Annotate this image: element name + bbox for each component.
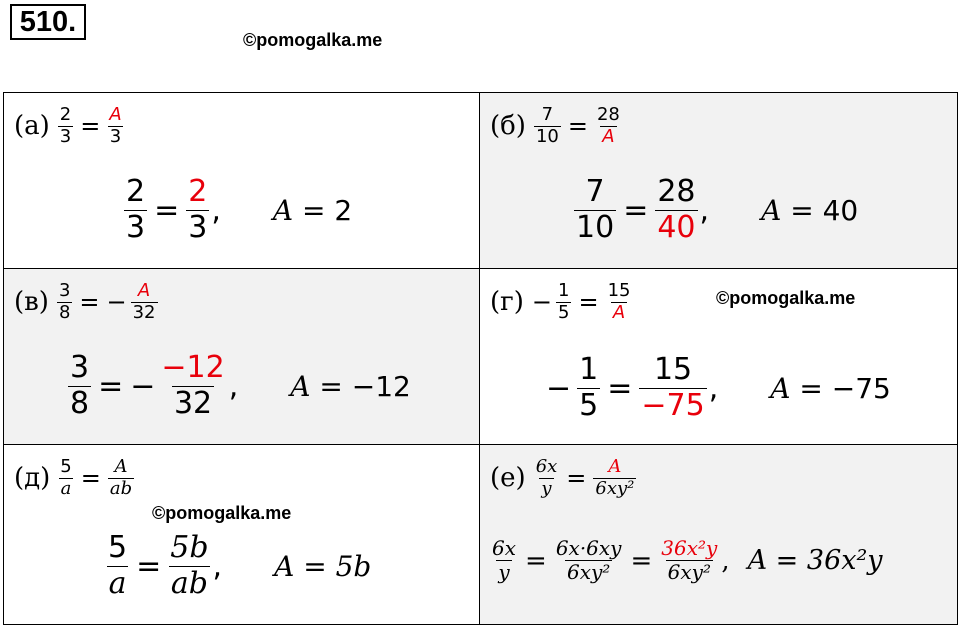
minus-sign: − xyxy=(531,288,553,317)
fraction: $\frac{28}{40}$ xyxy=(657,174,696,245)
question-v xyxy=(14,281,160,323)
equals-sign: = xyxy=(630,545,653,576)
label-e: (е) xyxy=(490,463,526,494)
fraction: $\frac{6x\cdot 6xy}{\text{6xy²}}$ xyxy=(555,536,622,584)
cell-e xyxy=(480,445,958,625)
equals-sign: = xyxy=(566,464,587,493)
fraction: $\frac{-12}{32}$ xyxy=(161,350,225,421)
watermark-top: ©pomogalka.me xyxy=(243,30,383,50)
solution-b xyxy=(572,175,858,245)
label-d: (д) xyxy=(14,463,51,494)
solution-grid xyxy=(3,92,958,625)
question-e xyxy=(490,457,638,499)
label-g: (г) xyxy=(490,287,524,318)
equals-sign: = xyxy=(80,112,101,141)
answer-v: A = −12 xyxy=(290,369,411,403)
solution-v xyxy=(66,351,411,421)
fraction: $\frac{15}{-75}$ xyxy=(641,352,705,423)
comma: , xyxy=(212,548,223,584)
minus-sign: − xyxy=(106,288,127,317)
equals-sign: = xyxy=(80,464,101,493)
comma: , xyxy=(699,192,710,228)
problem-number: 510. xyxy=(10,4,86,40)
fraction: $\frac{1}{5}$ xyxy=(579,352,599,423)
cell-v xyxy=(4,269,480,445)
equals-sign: = xyxy=(136,548,162,584)
fraction: $\frac{5}{a}$ xyxy=(108,530,128,601)
cell-d xyxy=(4,445,480,625)
answer-b: A = 40 xyxy=(761,193,859,227)
fraction: $\frac{5}{a}$ xyxy=(60,456,72,499)
fraction: $\frac{2}{3}$ xyxy=(188,174,208,245)
fraction: $\frac{A}{32}$ xyxy=(132,280,156,323)
solution-g xyxy=(542,353,891,423)
watermark-middle: ©pomogalka.me xyxy=(716,288,856,308)
fraction: $\frac{A}{3}$ xyxy=(109,104,122,147)
cell-b xyxy=(480,93,958,269)
answer-d: A = 5b xyxy=(274,549,372,583)
comma: , xyxy=(228,368,239,404)
equals-sign: = xyxy=(154,192,180,228)
question-b xyxy=(490,105,624,147)
fraction: $\frac{1}{5}$ xyxy=(558,280,570,323)
minus-sign: − xyxy=(130,368,156,404)
fraction: $\frac{7}{10}$ xyxy=(535,104,559,147)
question-a xyxy=(14,105,126,147)
comma: , xyxy=(721,545,730,576)
answer-e: A = 36x²y xyxy=(747,545,883,576)
fraction: $\frac{5b}{ab}$ xyxy=(170,530,209,601)
label-b: (б) xyxy=(490,111,526,142)
solution-e xyxy=(488,537,883,584)
fraction: $\frac{A}{\text{6xy²}}$ xyxy=(595,456,635,499)
solution-a xyxy=(122,175,352,245)
fraction: $\frac{2}{3}$ xyxy=(126,174,146,245)
fraction: $\frac{15}{A}$ xyxy=(607,280,631,323)
fraction: $\frac{6x}{y}$ xyxy=(492,536,517,584)
fraction: $\frac{2}{3}$ xyxy=(59,104,72,147)
fraction: $\frac{3}{8}$ xyxy=(70,350,90,421)
comma: , xyxy=(708,370,719,406)
question-d xyxy=(14,457,136,499)
equals-sign: = xyxy=(98,368,124,404)
watermark-bottom: ©pomogalka.me xyxy=(152,503,292,523)
fraction: $\frac{7}{10}$ xyxy=(576,174,615,245)
equals-sign: = xyxy=(578,288,599,317)
answer-g: A = −75 xyxy=(770,371,891,405)
equals-sign: = xyxy=(567,112,588,141)
equals-sign: = xyxy=(607,370,633,406)
fraction: $\frac{A}{ab}$ xyxy=(109,456,133,499)
equals-sign: = xyxy=(79,288,100,317)
minus-sign: − xyxy=(546,370,572,406)
equals-sign: = xyxy=(525,545,547,576)
label-a: (а) xyxy=(14,111,50,142)
fraction: $\frac{3}{8}$ xyxy=(58,280,71,323)
comma: , xyxy=(211,192,221,228)
label-v: (в) xyxy=(14,287,49,318)
question-g xyxy=(490,281,635,323)
equals-sign: = xyxy=(623,192,649,228)
answer-a: A = 2 xyxy=(272,193,353,227)
fraction: $\frac{6x}{y}$ xyxy=(535,456,558,499)
solution-d xyxy=(104,531,371,601)
fraction: $\frac{28}{A}$ xyxy=(596,104,620,147)
cell-a xyxy=(4,93,480,269)
fraction: $\frac{\text{36x²y}}{\text{6xy²}}$ xyxy=(661,536,718,584)
